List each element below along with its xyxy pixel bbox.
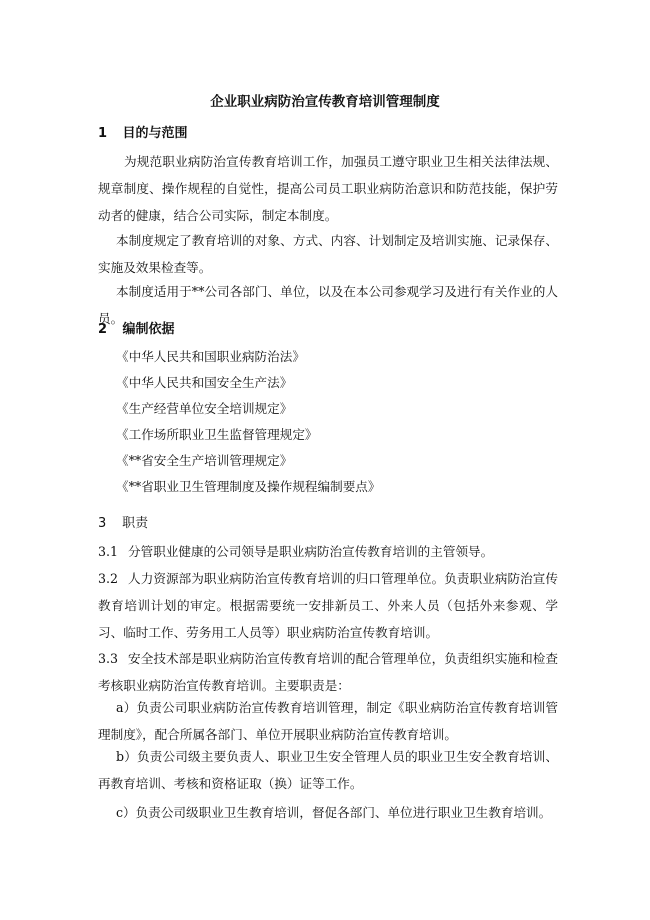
section-3-number: 3 <box>98 516 107 531</box>
clause-number: 3.1 <box>98 544 119 559</box>
section-1-heading <box>98 122 188 141</box>
section-1-paragraph-2: 本制度规定了教育培训的对象、方式、内容、计划制定及培训实施、记录保存、实施及效果检查等。 <box>98 233 558 275</box>
clause-3-3 <box>98 645 558 699</box>
section-2-number: 2 <box>98 322 108 337</box>
section-3-title: 职责 <box>122 516 149 531</box>
clause-text: 人力资源部为职业病防治宣传教育培训的归口管理单位。负责职业病防治宣传教育培训计划的审定。根据需要统一安排新员工、外来人员（包括外来参观、学习、临时工作、劳务用工人员等）职业病防治宣传教育培训。 <box>98 571 558 640</box>
section-1-paragraph-3: 本制度适用于**公司各部门、单位，以及在本公司参观学习及进行有关作业的人员。 <box>98 284 558 326</box>
reference-item: 《中华人民共和国安全生产法》 <box>116 375 293 390</box>
clause-3-2 <box>98 565 558 646</box>
section-1-title: 目的与范围 <box>122 126 188 141</box>
reference-item: 《**省安全生产培训管理规定》 <box>116 453 293 468</box>
clause-number: 3.3 <box>98 651 119 666</box>
reference-item: 《生产经营单位安全培训规定》 <box>116 401 293 416</box>
document-title: 企业职业病防治宣传教育培训管理制度 <box>210 94 440 110</box>
section-1-number: 1 <box>98 126 108 141</box>
section-3-heading <box>98 512 148 531</box>
reference-item: 《**省职业卫生管理制度及操作规程编制要点》 <box>116 479 381 494</box>
clause-text: 安全技术部是职业病防治宣传教育培训的配合管理单位，负责组织实施和检查考核职业病防治宣传教育培训。主要职责是： <box>98 651 558 693</box>
clause-text: 分管职业健康的公司领导是职业病防治宣传教育培训的主管领导。 <box>128 544 494 559</box>
clause-3-1 <box>98 538 558 565</box>
reference-item: 《中华人民共和国职业病防治法》 <box>116 349 305 364</box>
sub-clause-c: c）负责公司级职业卫生教育培训，督促各部门、单位进行职业卫生教育培训。 <box>116 805 552 820</box>
section-1-paragraph-1: 为规范职业病防治宣传教育培训工作，加强员工遵守职业卫生相关法律法规、规章制度、操作规程的自觉性，提高公司员工职业病防治意识和防范技能，保护劳动者的健康，结合公司实际，制定本制度。 <box>98 154 558 223</box>
clause-number: 3.2 <box>98 571 119 586</box>
sub-clause-b: b）负责公司级主要负责人、职业卫生安全管理人员的职业卫生安全教育培训、再教育培训、考核和资格证取（换）证等工作。 <box>98 749 558 791</box>
reference-item: 《工作场所职业卫生监督管理规定》 <box>116 427 318 442</box>
section-2-heading <box>98 318 175 337</box>
section-2-title: 编制依据 <box>122 322 175 337</box>
sub-clause-a: a）负责公司职业病防治宣传教育培训管理，制定《职业病防治宣传教育培训管理制度》，配合所属各部门、单位开展职业病防治宣传教育培训。 <box>98 700 558 742</box>
